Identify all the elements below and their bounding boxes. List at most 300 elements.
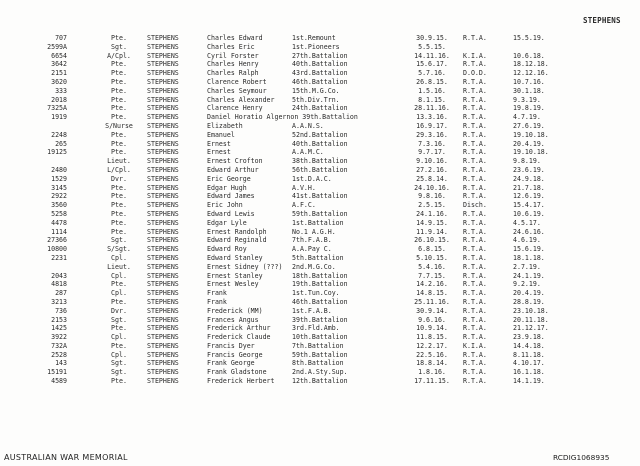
service-number-cell: 287: [55, 289, 67, 298]
fate-cell: R.T.A.: [463, 236, 487, 245]
fate-date-cell: 10.6.19.: [513, 209, 545, 218]
service-number-cell: 4589: [51, 377, 67, 386]
surname-cell: STEPHENS: [147, 359, 179, 368]
unit-cell: A.V.H.: [292, 183, 316, 192]
rank-cell: Cpl.: [111, 271, 127, 280]
unit-cell: 2nd.M.G.Co.: [292, 262, 336, 271]
enlistment-date-cell: 6.8.15.: [418, 245, 446, 254]
surname-cell: STEPHENS: [147, 69, 179, 78]
service-number-cell: 27366: [47, 236, 67, 245]
fate-date-cell: 16.1.18.: [513, 368, 545, 377]
table-row: [0, 263, 640, 272]
given-names-cell: Frank: [207, 289, 227, 298]
unit-cell: 5th.Battalion: [292, 253, 344, 262]
fate-cell: R.T.A.: [463, 227, 487, 236]
table-row: [0, 34, 640, 43]
service-number-cell: 2231: [51, 253, 67, 262]
enlistment-date-cell: 28.11.16.: [414, 104, 450, 113]
fate-cell: R.T.A.: [463, 148, 487, 157]
given-names-cell: Edward Stanley: [207, 253, 263, 262]
table-row: [0, 131, 640, 140]
given-names-cell: Ernest: [207, 139, 231, 148]
fate-cell: R.T.A.: [463, 113, 487, 122]
surname-cell: STEPHENS: [147, 245, 179, 254]
rank-cell: S/Sgt.: [107, 245, 131, 254]
surname-cell: STEPHENS: [147, 42, 179, 51]
rank-cell: Pte.: [111, 139, 127, 148]
given-names-cell: Edward Arthur: [207, 165, 259, 174]
fate-cell: R.T.A.: [463, 60, 487, 69]
enlistment-date-cell: 24.10.16.: [414, 183, 450, 192]
enlistment-date-cell: 14.11.16.: [414, 51, 450, 60]
table-row: [0, 78, 640, 87]
fate-date-cell: 9.3.19.: [513, 95, 541, 104]
table-row: [0, 289, 640, 298]
given-names-cell: Eric John: [207, 201, 243, 210]
table-row: [0, 210, 640, 219]
table-row: [0, 175, 640, 184]
given-names-cell: Frederick Arthur: [207, 324, 271, 333]
rank-cell: Pte.: [111, 34, 127, 42]
fate-cell: Disch.: [463, 201, 487, 210]
enlistment-date-cell: 1.5.16.: [418, 86, 446, 95]
table-row: [0, 201, 640, 210]
surname-cell: STEPHENS: [147, 315, 179, 324]
enlistment-date-cell: 14.2.16.: [416, 280, 448, 289]
table-row: [0, 184, 640, 193]
service-number-cell: 4818: [51, 280, 67, 289]
enlistment-date-cell: 13.3.16.: [416, 113, 448, 122]
service-number-cell: 1425: [51, 324, 67, 333]
given-names-cell: Edgar Hugh: [207, 183, 247, 192]
service-number-cell: 3560: [51, 201, 67, 210]
rank-cell: Pte.: [111, 95, 127, 104]
rank-cell: Pte.: [111, 341, 127, 350]
fate-date-cell: 12.6.19.: [513, 192, 545, 201]
table-row: [0, 342, 640, 351]
service-number-cell: 10800: [47, 245, 67, 254]
fate-date-cell: 14.4.18.: [513, 341, 545, 350]
enlistment-date-cell: 5.4.16.: [418, 262, 446, 271]
fate-cell: R.T.A.: [463, 350, 487, 359]
given-names-cell: Ernest Wesley: [207, 280, 259, 289]
unit-cell: 1st.D.A.C.: [292, 174, 332, 183]
enlistment-date-cell: 16.9.17.: [416, 121, 448, 130]
rank-cell: Sgt.: [111, 368, 127, 377]
rank-cell: Lieut.: [107, 157, 131, 166]
service-number-cell: 2151: [51, 69, 67, 78]
table-row: [0, 122, 640, 131]
given-names-cell: Ernest Crofton: [207, 157, 263, 166]
fate-date-cell: 14.1.19.: [513, 377, 545, 386]
fate-cell: R.T.A.: [463, 333, 487, 342]
given-names-cell: Edgar Lyle: [207, 218, 247, 227]
given-names-cell: Frank George: [207, 359, 255, 368]
enlistment-date-cell: 30.9.14.: [416, 306, 448, 315]
given-names-cell: Edward Roy: [207, 245, 247, 254]
fate-cell: R.T.A.: [463, 165, 487, 174]
fate-cell: R.T.A.: [463, 377, 487, 386]
unit-cell: 46th.Battalion: [292, 297, 348, 306]
footer-reference: RCDIG1068935: [553, 453, 610, 462]
table-row: [0, 359, 640, 368]
table-row: [0, 52, 640, 61]
unit-cell: 39th.Battalion: [292, 315, 348, 324]
enlistment-date-cell: 17.11.15.: [414, 377, 450, 386]
surname-cell: STEPHENS: [147, 306, 179, 315]
fate-cell: R.T.A.: [463, 297, 487, 306]
unit-cell: 52nd.Battalion: [292, 130, 348, 139]
surname-cell: STEPHENS: [147, 157, 179, 166]
unit-cell: 1st.Pioneers: [292, 42, 340, 51]
given-names-cell: Charles Eric: [207, 42, 255, 51]
unit-cell: 38th.Battalion: [292, 157, 348, 166]
surname-cell: STEPHENS: [147, 297, 179, 306]
surname-cell: STEPHENS: [147, 86, 179, 95]
rank-cell: Pte.: [111, 280, 127, 289]
fate-date-cell: 24.6.16.: [513, 227, 545, 236]
unit-cell: 59th.Battalion: [292, 209, 348, 218]
fate-date-cell: 21.7.18.: [513, 183, 545, 192]
fate-date-cell: 27.6.19.: [513, 121, 545, 130]
given-names-cell: Cyril Forster: [207, 51, 259, 60]
fate-date-cell: 2.7.19.: [513, 262, 541, 271]
table-row: [0, 69, 640, 78]
unit-cell: A.A.N.S.: [292, 121, 324, 130]
given-names-cell: Elizabeth: [207, 121, 243, 130]
unit-cell: 40th.Battalion: [292, 139, 348, 148]
given-names-cell: Charles Edward: [207, 34, 263, 42]
fate-cell: R.T.A.: [463, 130, 487, 139]
table-row: [0, 280, 640, 289]
given-names-cell: Francis Dyer: [207, 341, 255, 350]
enlistment-date-cell: 9.7.17.: [418, 148, 446, 157]
rank-cell: Pte.: [111, 77, 127, 86]
unit-cell: 7th.Battalion: [292, 341, 344, 350]
fate-cell: D.O.D.: [463, 69, 487, 78]
table-row: [0, 43, 640, 52]
rank-cell: Pte.: [111, 227, 127, 236]
surname-cell: STEPHENS: [147, 113, 179, 122]
given-names-cell: Frederick Claude: [207, 333, 271, 342]
fate-cell: R.T.A.: [463, 306, 487, 315]
rank-cell: Pte.: [111, 209, 127, 218]
enlistment-date-cell: 30.9.15.: [416, 34, 448, 42]
enlistment-date-cell: 11.9.14.: [416, 227, 448, 236]
enlistment-date-cell: 29.3.16.: [416, 130, 448, 139]
unit-cell: 56th.Battalion: [292, 165, 348, 174]
unit-cell: 5th.Div.Trn.: [292, 95, 340, 104]
given-names-cell: Ernest Stanley: [207, 271, 263, 280]
fate-cell: R.T.A.: [463, 77, 487, 86]
rank-cell: Sgt.: [111, 359, 127, 368]
enlistment-date-cell: 11.8.15.: [416, 333, 448, 342]
unit-cell: 18th.Battalion: [292, 271, 348, 280]
table-row: [0, 316, 640, 325]
unit-cell: No.1 A.G.H.: [292, 227, 336, 236]
fate-cell: R.T.A.: [463, 315, 487, 324]
unit-cell: 8th.Battalion: [292, 359, 344, 368]
service-number-cell: 6654: [51, 51, 67, 60]
given-names-cell: Edward Lewis: [207, 209, 255, 218]
enlistment-date-cell: 5.7.16.: [418, 69, 446, 78]
table-row: [0, 87, 640, 96]
table-row: [0, 245, 640, 254]
given-names-cell: Frances Angus: [207, 315, 259, 324]
service-number-cell: 736: [55, 306, 67, 315]
service-number-cell: 19125: [47, 148, 67, 157]
fate-cell: R.T.A.: [463, 368, 487, 377]
table-row: [0, 351, 640, 360]
surname-cell: STEPHENS: [147, 218, 179, 227]
fate-date-cell: 19.10.18.: [513, 130, 549, 139]
rank-cell: Sgt.: [111, 42, 127, 51]
fate-cell: R.T.A.: [463, 174, 487, 183]
surname-cell: STEPHENS: [147, 271, 179, 280]
enlistment-date-cell: 12.2.17.: [416, 341, 448, 350]
given-names-cell: Frederick (MM): [207, 306, 263, 315]
service-number-cell: 1529: [51, 174, 67, 183]
service-number-cell: 333: [55, 86, 67, 95]
given-names-cell: Clarence Robert: [207, 77, 267, 86]
unit-cell: 40th.Battalion: [292, 60, 348, 69]
fate-date-cell: 15.5.19.: [513, 34, 545, 42]
enlistment-date-cell: 18.8.14.: [416, 359, 448, 368]
rank-cell: S/Nurse: [105, 121, 133, 130]
service-number-cell: 2018: [51, 95, 67, 104]
unit-cell: 15th.M.G.Co.: [292, 86, 340, 95]
given-names-cell: Ernest Randolph: [207, 227, 267, 236]
fate-cell: R.T.A.: [463, 209, 487, 218]
service-number-cell: 732A: [51, 341, 67, 350]
rank-cell: Cpl.: [111, 289, 127, 298]
fate-date-cell: 20.4.19.: [513, 289, 545, 298]
table-row: [0, 272, 640, 281]
rank-cell: Pte.: [111, 86, 127, 95]
table-row: [0, 96, 640, 105]
rank-cell: Pte.: [111, 60, 127, 69]
enlistment-date-cell: 10.9.14.: [416, 324, 448, 333]
surname-cell: STEPHENS: [147, 192, 179, 201]
table-row: [0, 377, 640, 386]
service-number-cell: 1114: [51, 227, 67, 236]
fate-date-cell: 30.1.18.: [513, 86, 545, 95]
unit-cell: 1st.Tun.Coy.: [292, 289, 340, 298]
surname-cell: STEPHENS: [147, 227, 179, 236]
service-number-cell: 2043: [51, 271, 67, 280]
fate-cell: R.T.A.: [463, 95, 487, 104]
given-names-cell: Emanuel: [207, 130, 235, 139]
fate-cell: R.T.A.: [463, 34, 487, 42]
rank-cell: Sgt.: [111, 236, 127, 245]
enlistment-date-cell: 9.8.16.: [418, 192, 446, 201]
table-row: [0, 236, 640, 245]
given-names-cell: Frank: [207, 297, 227, 306]
rank-cell: Pte.: [111, 183, 127, 192]
enlistment-date-cell: 2.5.15.: [418, 201, 446, 210]
table-row: [0, 148, 640, 157]
surname-cell: STEPHENS: [147, 95, 179, 104]
fate-cell: R.T.A.: [463, 262, 487, 271]
fate-cell: R.T.A.: [463, 280, 487, 289]
fate-date-cell: 23.10.18.: [513, 306, 549, 315]
given-names-cell: Charles Ralph: [207, 69, 259, 78]
surname-cell: STEPHENS: [147, 289, 179, 298]
surname-cell: STEPHENS: [147, 104, 179, 113]
unit-cell: 12th.Battalion: [292, 377, 348, 386]
enlistment-date-cell: 26.10.15.: [414, 236, 450, 245]
rank-cell: Dvr.: [111, 306, 127, 315]
enlistment-date-cell: 7.3.16.: [418, 139, 446, 148]
footer-institution: AUSTRALIAN WAR MEMORIAL: [4, 453, 128, 462]
unit-cell: 19th.Battalion: [292, 280, 348, 289]
table-row: [0, 219, 640, 228]
fate-date-cell: 15.6.19.: [513, 245, 545, 254]
enlistment-date-cell: 26.8.15.: [416, 77, 448, 86]
given-names-cell: Frederick Herbert: [207, 377, 275, 386]
surname-cell: STEPHENS: [147, 341, 179, 350]
given-names-cell: Charles Alexander: [207, 95, 275, 104]
surname-cell: STEPHENS: [147, 280, 179, 289]
unit-cell: 1st.Battalion: [292, 218, 344, 227]
fate-date-cell: 20.11.18.: [513, 315, 549, 324]
enlistment-date-cell: 15.6.17.: [416, 60, 448, 69]
table-row: [0, 298, 640, 307]
rank-cell: Pte.: [111, 218, 127, 227]
given-names-cell: Charles Henry: [207, 60, 259, 69]
surname-cell: STEPHENS: [147, 34, 179, 42]
surname-cell: STEPHENS: [147, 121, 179, 130]
rank-cell: L/Cpl.: [107, 165, 131, 174]
rank-cell: Cpl.: [111, 350, 127, 359]
given-names-cell: Charles Seymour: [207, 86, 267, 95]
rank-cell: Sgt.: [111, 315, 127, 324]
enlistment-date-cell: 8.1.15.: [418, 95, 446, 104]
enlistment-date-cell: 14.8.15.: [416, 289, 448, 298]
surname-cell: STEPHENS: [147, 201, 179, 210]
fate-cell: R.T.A.: [463, 157, 487, 166]
service-number-cell: 4478: [51, 218, 67, 227]
service-number-cell: 3922: [51, 333, 67, 342]
fate-date-cell: 19.10.18.: [513, 148, 549, 157]
page-heading-surname: STEPHENS: [583, 16, 621, 25]
given-names-cell: Ernest: [207, 148, 231, 157]
fate-cell: R.T.A.: [463, 183, 487, 192]
fate-date-cell: 4.5.17.: [513, 218, 541, 227]
fate-date-cell: 9.2.19.: [513, 280, 541, 289]
fate-date-cell: 9.8.19.: [513, 157, 541, 166]
rank-cell: Lieut.: [107, 262, 131, 271]
surname-cell: STEPHENS: [147, 333, 179, 342]
fate-date-cell: 18.12.18.: [513, 60, 549, 69]
service-number-cell: 15191: [47, 368, 67, 377]
surname-cell: STEPHENS: [147, 77, 179, 86]
service-number-cell: 2922: [51, 192, 67, 201]
rank-cell: Pte.: [111, 201, 127, 210]
table-row: [0, 140, 640, 149]
table-row: [0, 324, 640, 333]
service-number-cell: 2153: [51, 315, 67, 324]
rank-cell: Pte.: [111, 130, 127, 139]
surname-cell: STEPHENS: [147, 209, 179, 218]
unit-cell: 24th.Battalion: [292, 104, 348, 113]
fate-cell: R.T.A.: [463, 359, 487, 368]
table-row: [0, 166, 640, 175]
service-number-cell: 7325A: [47, 104, 67, 113]
enlistment-date-cell: 5.10.15.: [416, 253, 448, 262]
table-row: [0, 333, 640, 342]
enlistment-date-cell: 25.8.14.: [416, 174, 448, 183]
rank-cell: Cpl.: [111, 253, 127, 262]
surname-cell: STEPHENS: [147, 377, 179, 386]
enlistment-date-cell: 9.10.16.: [416, 157, 448, 166]
surname-cell: STEPHENS: [147, 139, 179, 148]
surname-cell: STEPHENS: [147, 253, 179, 262]
fate-cell: R.T.A.: [463, 289, 487, 298]
rank-cell: Pte.: [111, 148, 127, 157]
given-names-cell: Edward Reginald: [207, 236, 267, 245]
unit-cell: 41st.Battalion: [292, 192, 348, 201]
table-row: [0, 368, 640, 377]
fate-date-cell: 24.1.19.: [513, 271, 545, 280]
given-names-cell: Daniel Horatio Algernon 39th.Battalion: [207, 113, 358, 122]
table-row: [0, 307, 640, 316]
table-row: [0, 104, 640, 113]
enlistment-date-cell: 22.5.16.: [416, 350, 448, 359]
fate-cell: R.T.A.: [463, 86, 487, 95]
service-number-cell: 143: [55, 359, 67, 368]
unit-cell: A.A.Pay C.: [292, 245, 332, 254]
table-row: [0, 157, 640, 166]
fate-date-cell: 20.4.19.: [513, 139, 545, 148]
rank-cell: Pte.: [111, 192, 127, 201]
service-number-cell: 3642: [51, 60, 67, 69]
fate-date-cell: 23.6.19.: [513, 165, 545, 174]
rank-cell: Pte.: [111, 69, 127, 78]
given-names-cell: Clarence Henry: [207, 104, 263, 113]
fate-date-cell: 4.10.17.: [513, 359, 545, 368]
rank-cell: Cpl.: [111, 333, 127, 342]
enlistment-date-cell: 5.5.15.: [418, 42, 446, 51]
fate-date-cell: 10.6.18.: [513, 51, 545, 60]
fate-cell: R.T.A.: [463, 253, 487, 262]
enlistment-date-cell: 14.9.15.: [416, 218, 448, 227]
unit-cell: 43rd.Battalion: [292, 69, 348, 78]
rank-cell: Pte.: [111, 113, 127, 122]
service-number-cell: 2480: [51, 165, 67, 174]
table-row: [0, 113, 640, 122]
rank-cell: Pte.: [111, 104, 127, 113]
surname-cell: STEPHENS: [147, 350, 179, 359]
service-number-cell: 3145: [51, 183, 67, 192]
fate-date-cell: 8.11.18.: [513, 350, 545, 359]
service-number-cell: 2528: [51, 350, 67, 359]
surname-cell: STEPHENS: [147, 130, 179, 139]
unit-cell: 27th.Battalion: [292, 51, 348, 60]
service-number-cell: 2599A: [47, 42, 67, 51]
surname-cell: STEPHENS: [147, 262, 179, 271]
service-number-cell: 5258: [51, 209, 67, 218]
fate-date-cell: 12.12.16.: [513, 69, 549, 78]
enlistment-date-cell: 9.6.16.: [418, 315, 446, 324]
surname-cell: STEPHENS: [147, 148, 179, 157]
fate-cell: R.T.A.: [463, 192, 487, 201]
unit-cell: 10th.Battalion: [292, 333, 348, 342]
surname-cell: STEPHENS: [147, 183, 179, 192]
fate-date-cell: 18.1.18.: [513, 253, 545, 262]
unit-cell: 59th.Battalion: [292, 350, 348, 359]
fate-cell: K.I.A.: [463, 341, 487, 350]
